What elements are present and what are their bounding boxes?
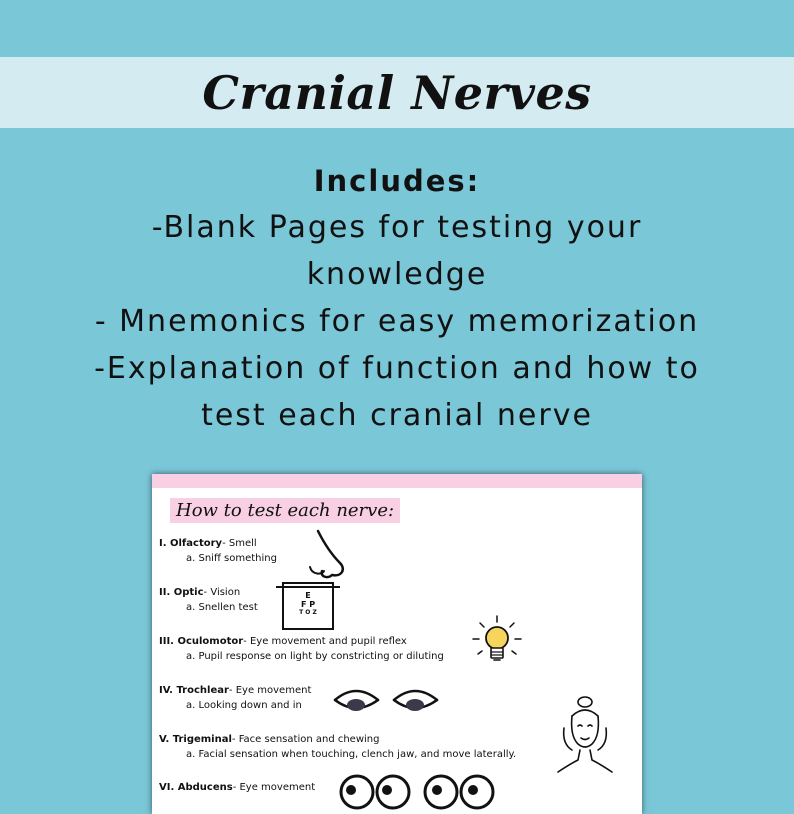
nerve-name: I. Olfactory — [159, 538, 223, 549]
light-bulb-icon — [470, 614, 524, 668]
nerve-name: III. Oculomotor — [159, 636, 244, 647]
nerve-function: - Eye movement and pupil reflex — [243, 636, 407, 647]
face-touch-icon — [550, 694, 620, 774]
nerve-function: - Vision — [203, 587, 241, 598]
nerve-name: VI. Abducens — [159, 782, 233, 793]
includes-line-5: test each cranial nerve — [201, 398, 593, 433]
document-preview — [152, 474, 642, 814]
nerve-test: a. Snellen test — [186, 602, 258, 613]
nerve-test: a. Looking down and in — [186, 700, 302, 711]
nerve-item-oculomotor — [159, 636, 444, 662]
nerve-function: - Face sensation and chewing — [231, 734, 380, 745]
nerve-item-optic — [159, 587, 258, 613]
includes-line-1: -Blank Pages for testing your — [151, 210, 643, 245]
includes-line-3: - Mnemonics for easy memorization — [94, 304, 700, 339]
nerve-item-olfactory — [159, 538, 277, 564]
snellen-row-1: E — [305, 591, 311, 600]
includes-section — [0, 158, 794, 439]
document-heading: How to test each nerve: — [170, 498, 400, 523]
title-banner — [0, 57, 794, 128]
nerve-name: V. Trigeminal — [159, 734, 232, 745]
snellen-chart-rod — [276, 582, 340, 588]
snellen-row-2: F P — [300, 600, 316, 609]
nose-icon — [302, 529, 352, 579]
nerve-function: - Smell — [222, 538, 257, 549]
includes-heading: Includes: — [313, 164, 481, 198]
nerve-name: IV. Trochlear — [159, 685, 229, 696]
nerve-test: a. Sniff something — [186, 553, 277, 564]
page-title: Cranial Nerves — [202, 65, 592, 120]
nerve-item-trochlear — [159, 685, 311, 711]
eyes-looking-sideways-icon — [338, 772, 498, 812]
includes-line-4: -Explanation of function and how to — [94, 351, 700, 386]
nerve-function: - Eye movement — [232, 782, 316, 793]
document-top-bar — [152, 474, 642, 488]
includes-line-2: knowledge — [306, 257, 488, 292]
eyes-looking-down-icon — [332, 684, 442, 720]
nerve-test: a. Pupil response on light by constricting or diluting — [186, 651, 444, 662]
nerve-test: a. Facial sensation when touching, clench jaw, and move laterally. — [186, 749, 517, 760]
nerve-function: - Eye movement — [228, 685, 312, 696]
nerve-item-trigeminal — [159, 734, 516, 760]
snellen-row-3: T O Z — [299, 609, 317, 616]
nerve-item-abducens — [159, 782, 315, 793]
nerve-name: II. Optic — [159, 587, 204, 598]
snellen-chart-icon — [282, 582, 334, 630]
